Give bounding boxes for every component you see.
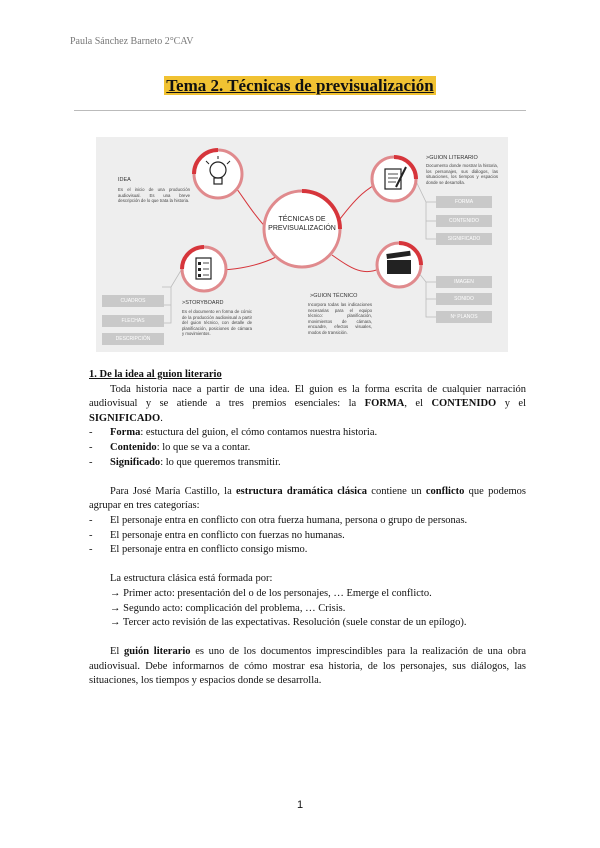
list-item: - El personaje entra en conflicto con otra fuerza humana, persona o grupo de personas. [89, 514, 468, 526]
text-run: que podemos agrupar en tres categorías: [89, 485, 526, 512]
pill-imagen: IMAGEN [436, 276, 492, 288]
text-run: : lo que queremos transmitir. [160, 456, 281, 468]
bold-term: CONTENIDO [431, 398, 497, 410]
text-run: : lo que se va a contar. [156, 441, 251, 453]
page-number: 1 [296, 799, 304, 811]
storyboard-text: Es el documento en forma de cómic de la producción audiovisual a partir del guion técnico, con detalle de planificación, posiciones de cámara y movimientos. [182, 309, 252, 337]
text-run: Toda historia nace a partir de una idea. El guion es la forma escrita de cualquier narración audiovisual y se atiende a tres premios esenciales: la [89, 383, 526, 410]
paragraph-intro [89, 383, 526, 427]
center-label [264, 215, 340, 233]
clapperboard-icon [386, 251, 411, 274]
guion-tecnico-title: >GUION TÉCNICO [310, 293, 358, 299]
bold-term: guión literario [124, 646, 191, 658]
list-item: - Forma: estuctura del guion, el cómo contamos nuestra historia. [89, 427, 378, 439]
pill-forma: FORMA [436, 196, 492, 208]
guion-literario-text: Documento donde mostrar la historia, los personajes, sus diálogos, las situaciones, los tiempos y espacios donde se desarrolla. [426, 163, 498, 185]
bold-term: conflicto [425, 485, 465, 497]
paragraph-guion-literario [89, 645, 526, 689]
bold-term: estructura dramática clásica [236, 485, 368, 497]
storyboard-title: >STORYBOARD [182, 300, 224, 306]
title-divider [74, 110, 526, 111]
list-item: - Contenido: lo que se va a contar. [89, 441, 251, 453]
section-heading: 1. De la idea al guion literario [89, 369, 222, 380]
section-content [89, 368, 526, 689]
list-item: - El personaje entra en conflicto con fuerzas no humanas. [89, 529, 345, 541]
paragraph-structure: La estructura clásica está formada por: [110, 573, 273, 585]
bold-term: FORMA [364, 398, 405, 410]
list-acts [89, 587, 526, 631]
center-label-line2: PREVISUALIZACIÓN [268, 225, 336, 232]
guion-tecnico-text: Incorpora todas las indicaciones necesarias para el equipo técnico: planificación, movimientos de cámara, encuadre, efectos visuales, modos de transición. [308, 302, 372, 335]
act-item: → Tercer acto revisión de las expectativas. Resolución (suele constar de un epílogo). [110, 617, 467, 629]
text-run: Para José María Castillo, la [110, 485, 237, 497]
pill-sonido: SONIDO [436, 293, 492, 305]
list-item: - Significado: lo que queremos transmitir. [89, 456, 281, 468]
pill-cuadros: CUADROS [102, 295, 164, 307]
center-label-line1: TÉCNICAS DE [278, 216, 326, 223]
bold-term: Forma [110, 427, 141, 439]
pill-contenido: CONTENIDO [436, 215, 492, 227]
page-header: Paula Sánchez Barneto 2°CAV [70, 36, 194, 47]
list-item: - El personaje entra en conflicto consigo mismo. [89, 544, 308, 556]
title-text: Tema 2. Técnicas de previsualización [166, 76, 434, 95]
act-item: → Primer acto: presentación del o de los personajes, … Emerge el conflicto. [110, 587, 432, 599]
text-run: es uno de los documentos imprescindibles para la realización de una obra audiovisual. Debe informarnos de cómo mostrar esa historia, de los personajes, sus diálogos, las situaciones, los tiempos y espacios donde se desarrolla. [89, 646, 526, 687]
bold-term: SIGNIFICADO [89, 412, 161, 424]
text-run: y el [496, 398, 526, 410]
text-run: El [110, 646, 125, 658]
idea-text: Es el inicio de una producción audiovisual. Es una breve descripción de lo que trata la historia. [118, 187, 190, 204]
text-run: , el [404, 398, 432, 410]
text-run: . [160, 412, 163, 424]
paragraph-castillo [89, 485, 526, 514]
pill-descripcion: DESCRIPCIÓN [102, 333, 164, 345]
text-run: contiene un [367, 485, 426, 497]
bold-term: Contenido [110, 441, 157, 453]
act-item: → Segundo acto: complicación del problema, … Crisis. [110, 602, 346, 614]
list-elements [89, 426, 526, 470]
mindmap-figure [96, 137, 508, 352]
bold-term: Significado [110, 456, 161, 468]
pill-flechas: FLECHAS [102, 315, 164, 327]
pill-significado: SIGNIFICADO [436, 233, 492, 245]
list-conflicts [89, 514, 526, 558]
page-title [0, 76, 600, 96]
idea-title: IDEA [118, 177, 131, 183]
branch-lines-right-top [414, 177, 436, 239]
text-run: : estuctura del guion, el cómo contamos nuestra historia. [140, 427, 378, 439]
pill-n-planos: Nº PLANOS [436, 311, 492, 323]
guion-literario-title: >GUION LITERARIO [426, 155, 478, 161]
